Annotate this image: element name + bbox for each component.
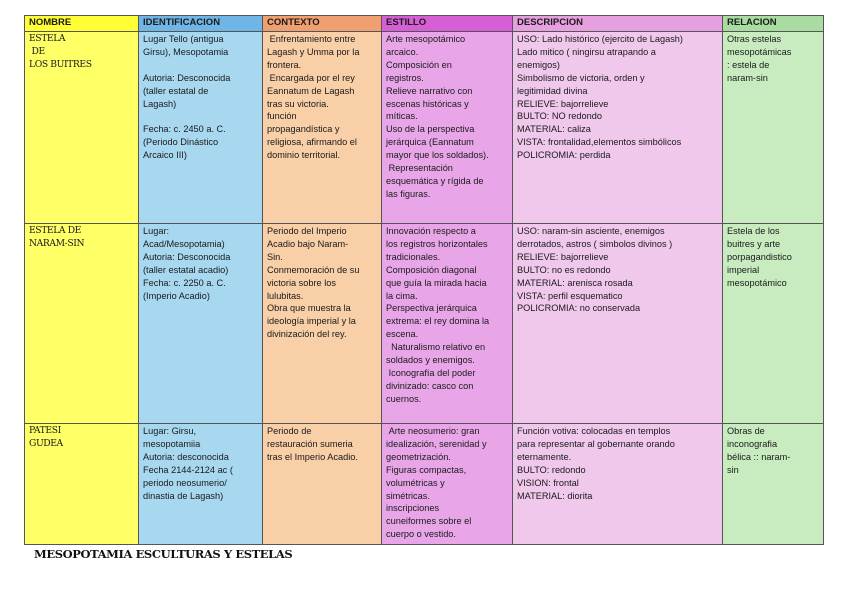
cell-line: PATESI bbox=[29, 425, 61, 436]
cell-line: lulubitas. bbox=[267, 290, 304, 301]
cell-line: propagandística y bbox=[267, 124, 340, 135]
cell-line: (Imperio Acadio) bbox=[143, 290, 210, 301]
cell-line: Representación bbox=[386, 163, 453, 174]
cell-line: frontera. bbox=[267, 59, 302, 70]
cell-line: Arte neosumerio: gran bbox=[386, 426, 480, 436]
cell-line: Lugar: bbox=[143, 226, 170, 236]
cell-line: los registros horizontales bbox=[386, 238, 488, 249]
cell-line: Simbolismo de victoria, orden y bbox=[517, 72, 645, 83]
cell-line: porpagandistico bbox=[727, 251, 792, 262]
cell-line: ESTELA bbox=[29, 33, 66, 44]
cell-line: Fecha: c. 2250 a. C. bbox=[143, 277, 226, 288]
cell-line: Girsu), Mesopotamia bbox=[143, 46, 229, 57]
cell-line: idealización, serenidad y bbox=[386, 438, 487, 449]
cell-line: inconografia bbox=[727, 438, 778, 449]
cell-line: enemigos) bbox=[517, 59, 560, 70]
cell-line: ESTELA DE bbox=[29, 225, 81, 236]
cell-line: para representar al gobernante orando bbox=[517, 438, 675, 449]
cell-line: registros. bbox=[386, 72, 424, 83]
cell-line: mesopotámico bbox=[727, 277, 787, 288]
cell-line: derrotados, astros ( simbolos divinos ) bbox=[517, 238, 673, 249]
cell-line: (taller estatal de bbox=[143, 85, 209, 96]
cell-line: (taller estatal acadio) bbox=[143, 264, 229, 275]
cell-line: cuneiformes sobre el bbox=[386, 516, 472, 527]
cell-line: tras su victoria. bbox=[267, 98, 329, 109]
table-row bbox=[25, 424, 824, 545]
cell-line: míticas. bbox=[386, 111, 418, 122]
cell-nombre bbox=[25, 32, 139, 224]
cell-line: NARAM-SIN bbox=[29, 237, 85, 249]
cell-line: que guía la mirada hacia bbox=[386, 277, 487, 288]
cell-line: geometrización. bbox=[386, 451, 451, 462]
cell-identificacion bbox=[139, 224, 263, 424]
cell-line: ideología imperial y la bbox=[267, 316, 356, 327]
cell-line: Encargada por el rey bbox=[267, 72, 355, 83]
cell-line: Periodo del Imperio bbox=[267, 226, 347, 236]
cell-line: Autoria: desconocida bbox=[143, 451, 229, 462]
cell-line: Iconografía del poder bbox=[386, 367, 476, 378]
header-contexto: CONTEXTO bbox=[263, 16, 382, 32]
cell-contexto bbox=[263, 32, 382, 224]
cell-line: Perspectiva jerárquica bbox=[386, 303, 477, 314]
cell-line: BULTO: redondo bbox=[517, 464, 586, 475]
cell-descripcion bbox=[513, 424, 723, 545]
cell-line: BULTO: NO redondo bbox=[517, 111, 602, 122]
cell-line: volumétricas y bbox=[386, 477, 445, 488]
cell-line: Estela de los bbox=[727, 226, 780, 236]
cell-estilo bbox=[382, 224, 513, 424]
cell-line: Función votiva: colocadas en templos bbox=[517, 426, 671, 436]
cell-line: imperial bbox=[727, 264, 760, 275]
cell-line: RELIEVE: bajorrelieve bbox=[517, 251, 609, 262]
cell-line: mesopotámicas bbox=[727, 46, 792, 57]
cell-line: VISION: frontal bbox=[517, 477, 579, 488]
cell-line: VISTA: perfil esquematico bbox=[517, 290, 623, 301]
cell-line: LOS BUITRES bbox=[29, 58, 92, 70]
cell-line: USO: Lado histórico (ejercito de Lagash) bbox=[517, 34, 683, 44]
cell-line: MATERIAL: diorita bbox=[517, 490, 593, 501]
cell-line: naram-sin bbox=[727, 72, 768, 83]
cell-line: Enfrentamiento entre bbox=[267, 34, 356, 44]
cell-nombre bbox=[25, 424, 139, 545]
cell-line: Innovación respecto a bbox=[386, 226, 476, 236]
header-row bbox=[25, 16, 824, 32]
cell-line: arcaico. bbox=[386, 46, 419, 57]
cell-estilo bbox=[382, 424, 513, 545]
cell-line: mayor que los soldados). bbox=[386, 150, 489, 161]
cell-line: escenas históricas y bbox=[386, 98, 469, 109]
cell-line: Eannatum de Lagash bbox=[267, 85, 355, 96]
cell-line: Lagash) bbox=[143, 98, 177, 109]
cell-line: inscripciones bbox=[386, 503, 440, 514]
cell-line: las figuras. bbox=[386, 188, 431, 199]
cell-line: soldados y enemigos. bbox=[386, 355, 475, 366]
cell-line: Autoria: Desconocida bbox=[143, 72, 231, 83]
cell-line: escena. bbox=[386, 329, 419, 340]
cell-line: Autoria: Desconocida bbox=[143, 251, 231, 262]
cell-line: Lado mitico ( ningirsu atrapando a bbox=[517, 46, 656, 57]
cell-line bbox=[143, 110, 259, 123]
cell-line: Otras estelas bbox=[727, 34, 782, 44]
table-row bbox=[25, 224, 824, 424]
cell-line: Obras de bbox=[727, 426, 765, 436]
cell-line: Figuras compactas, bbox=[386, 464, 467, 475]
cell-line: restauración sumeria bbox=[267, 438, 353, 449]
cell-nombre bbox=[25, 224, 139, 424]
cell-line: : estela de bbox=[727, 59, 770, 70]
cell-line: Composición diagonal bbox=[386, 264, 477, 275]
cell-line: divinización del rey. bbox=[267, 329, 347, 340]
cell-line: DE bbox=[29, 45, 45, 57]
header-relacion: RELACION bbox=[723, 16, 824, 32]
cell-line: Uso de la perspectiva bbox=[386, 124, 475, 135]
cell-line: legitimidad divina bbox=[517, 85, 588, 96]
cell-line: Sin. bbox=[267, 251, 283, 262]
cell-line: Relieve narrativo con bbox=[386, 85, 473, 96]
cell-line: victoria sobre los bbox=[267, 277, 336, 288]
cell-line: buitres y arte bbox=[727, 238, 781, 249]
cell-line: USO: naram-sin asciente, enemigos bbox=[517, 226, 665, 236]
cell-line: Composición en bbox=[386, 59, 452, 70]
cell-line bbox=[143, 59, 259, 72]
cell-line: jerárquica (Eannatum bbox=[386, 137, 474, 148]
cell-line: periodo neosumerio/ bbox=[143, 477, 227, 488]
cell-line: dominio territorial. bbox=[267, 150, 341, 161]
cell-line: Conmemoración de su bbox=[267, 264, 360, 275]
cell-line: POLICROMIA: no conservada bbox=[517, 303, 641, 314]
cell-line: esquemática y rígida de bbox=[386, 175, 484, 186]
cell-line: POLICROMIA: perdida bbox=[517, 150, 611, 161]
cell-line: MATERIAL: caliza bbox=[517, 124, 591, 135]
cell-contexto bbox=[263, 224, 382, 424]
cell-line: simétricas. bbox=[386, 490, 430, 501]
cell-line: mesopotamiia bbox=[143, 438, 201, 449]
cell-line: Lugar Tello (antigua bbox=[143, 34, 224, 44]
cell-line: RELIEVE: bajorrelieve bbox=[517, 98, 609, 109]
cell-descripcion bbox=[513, 224, 723, 424]
cell-line: dinastia de Lagash) bbox=[143, 490, 224, 501]
cell-line: GUDEA bbox=[29, 437, 63, 449]
header-identificacion: IDENTIFICACION bbox=[139, 16, 263, 32]
cell-relacion bbox=[723, 424, 824, 545]
cell-line: Arcaico III) bbox=[143, 150, 187, 161]
cell-line: sin bbox=[727, 464, 739, 475]
cell-line: MATERIAL: arenisca rosada bbox=[517, 277, 633, 288]
cell-identificacion bbox=[139, 32, 263, 224]
table-row bbox=[25, 32, 824, 224]
cell-line: bélica :: naram- bbox=[727, 451, 791, 462]
header-descripcion: DESCRIPCION bbox=[513, 16, 723, 32]
cell-identificacion bbox=[139, 424, 263, 545]
cell-line: Arte mesopotámico bbox=[386, 34, 466, 44]
cell-line: eternamente. bbox=[517, 451, 572, 462]
cell-line: Acadio bajo Naram- bbox=[267, 238, 349, 249]
header-estilo: ESTILLO bbox=[382, 16, 513, 32]
cell-estilo bbox=[382, 32, 513, 224]
cell-line: Fecha 2144-2124 ac ( bbox=[143, 464, 233, 475]
cell-relacion bbox=[723, 224, 824, 424]
cell-line: cuernos. bbox=[386, 393, 422, 404]
cell-line: Obra que muestra la bbox=[267, 303, 351, 314]
cell-line: Fecha: c. 2450 a. C. bbox=[143, 124, 226, 135]
cell-line: BULTO: no es redondo bbox=[517, 264, 611, 275]
cell-line: divinizado: casco con bbox=[386, 380, 474, 391]
cell-line: tras el Imperio Acadio. bbox=[267, 451, 358, 462]
cell-line: Acad/Mesopotamia) bbox=[143, 238, 225, 249]
cell-line: Naturalismo relativo en bbox=[386, 342, 486, 353]
cell-line: VISTA: frontalidad,elementos simbólicos bbox=[517, 137, 682, 148]
cell-line: Lagash y Umma por la bbox=[267, 46, 360, 57]
cell-line: extrema: el rey domina la bbox=[386, 316, 490, 327]
cell-line: Periodo de bbox=[267, 426, 312, 436]
page-caption: MESOPOTAMIA ESCULTURAS Y ESTELAS bbox=[34, 547, 293, 561]
sculpture-table bbox=[24, 15, 824, 545]
header-nombre: NOMBRE bbox=[25, 16, 139, 32]
cell-contexto bbox=[263, 424, 382, 545]
cell-line: tradicionales. bbox=[386, 251, 441, 262]
cell-relacion bbox=[723, 32, 824, 224]
cell-line: cuerpo o vestido. bbox=[386, 529, 456, 540]
cell-line: Lugar: Girsu, bbox=[143, 426, 197, 436]
cell-line: (Periodo Dinástico bbox=[143, 137, 219, 148]
cell-descripcion bbox=[513, 32, 723, 224]
cell-line: la cima. bbox=[386, 290, 418, 301]
cell-line: religiosa, afirmando el bbox=[267, 137, 357, 148]
cell-line: función bbox=[267, 111, 297, 122]
